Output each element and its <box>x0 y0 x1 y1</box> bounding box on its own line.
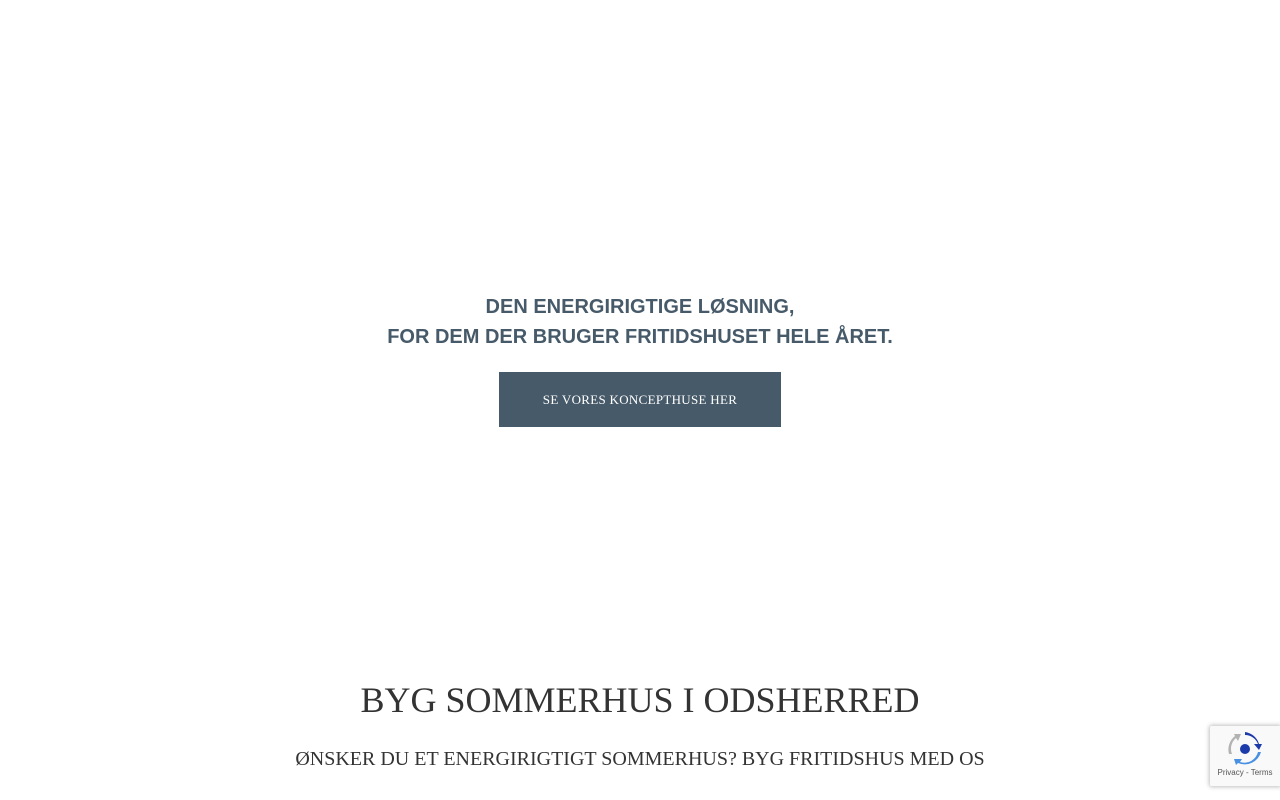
recaptcha-badge[interactable] <box>1210 726 1280 786</box>
hero-headline-line-2: FOR DEM DER BRUGER FRITIDSHUSET HELE ÅRET. <box>387 326 893 348</box>
recaptcha-privacy-link[interactable]: Privacy <box>1217 768 1244 777</box>
hero-headline-line-1: DEN ENERGIRIGTIGE LØSNING, <box>485 296 795 318</box>
recaptcha-separator: - <box>1243 768 1251 777</box>
see-concept-houses-button[interactable]: SE VORES KONCEPTHUSE HER <box>499 372 781 427</box>
page-title: BYG SOMMERHUS I ODSHERRED <box>360 680 920 720</box>
recaptcha-links <box>1218 768 1273 777</box>
page-subtitle: ØNSKER DU ET ENERGIRIGTIGT SOMMERHUS? BYG FRITIDSHUS MED OS <box>295 748 985 770</box>
hero-headline <box>0 292 1280 352</box>
recaptcha-terms-link[interactable]: Terms <box>1250 768 1273 777</box>
recaptcha-icon <box>1228 732 1262 766</box>
